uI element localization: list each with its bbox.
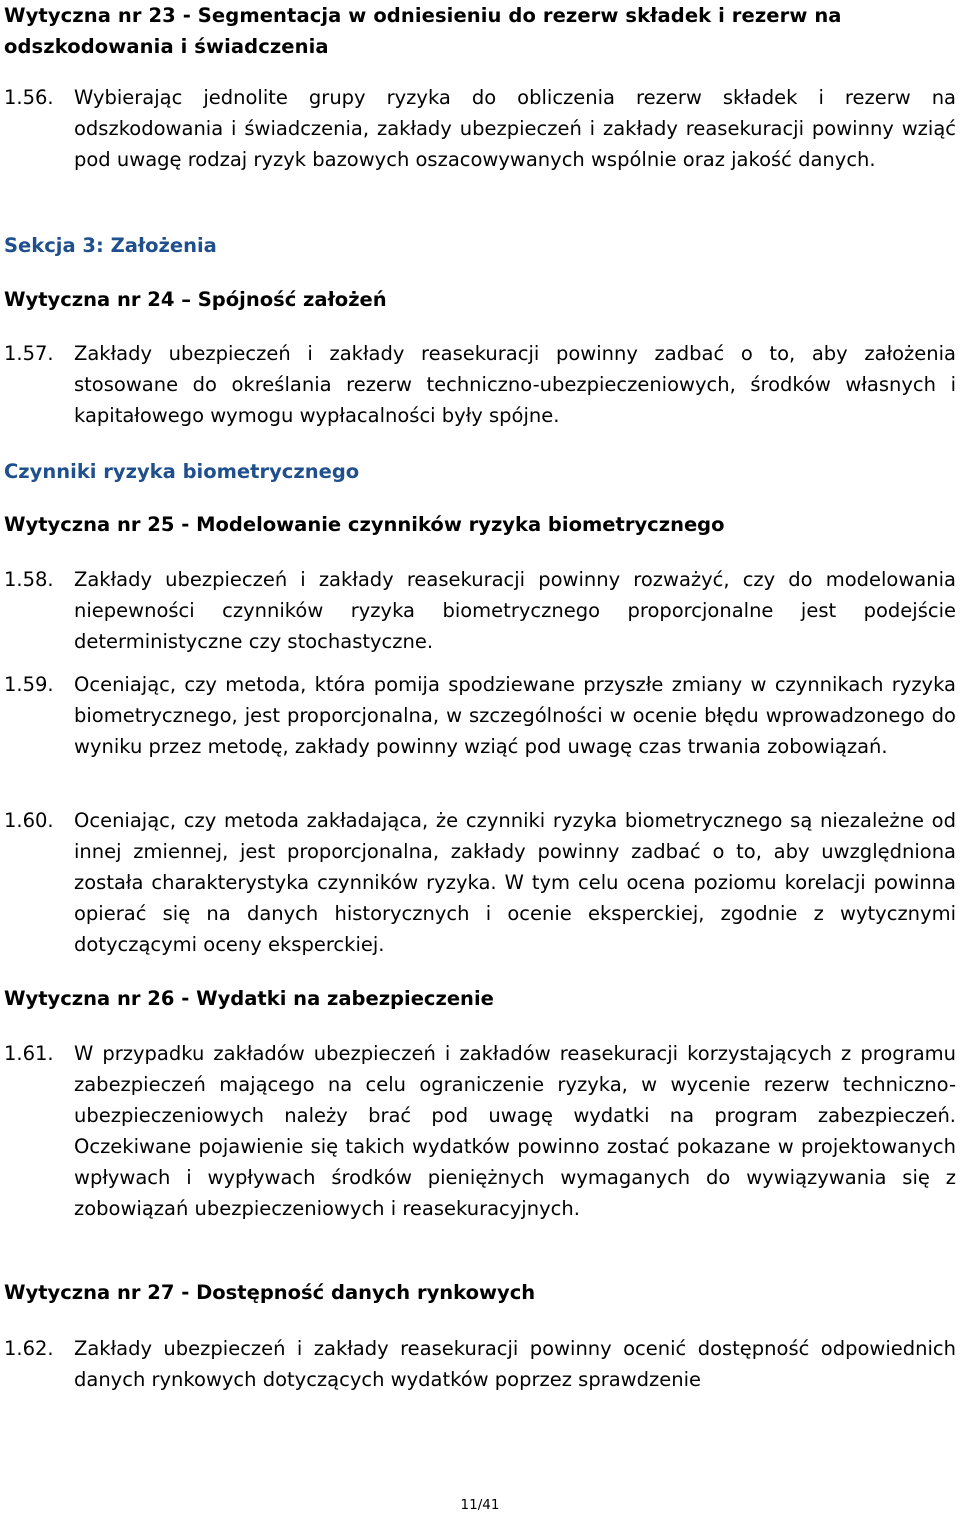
paragraph-number: 1.56. xyxy=(4,86,54,109)
guideline-24-heading: Wytyczna nr 24 – Spójność założeń xyxy=(4,288,387,311)
paragraph-number: 1.61. xyxy=(4,1042,54,1065)
paragraph-text: Oceniając, czy metoda, która pomija spodziewane przyszłe zmiany w czynnikach ryzyka biometrycznego, jest proporcjonalna, w szczególności w ocenie błędu wprowadzonego do wyniku przez metodę, zakłady powinny wziąć pod uwagę czas trwania zobowiązań. xyxy=(74,673,956,758)
page-number: 11/41 xyxy=(460,1497,500,1513)
paragraph-text: Oceniając, czy metoda zakładająca, że czynniki ryzyka biometrycznego są niezależne od innej zmiennej, jest proporcjonalna, zakłady powinny zadbać o to, aby uwzględniona została charakterystyka czynników ryzyka. W tym celu ocena poziomu korelacji powinna opierać się na danych historycznych i ocenie eksperckiej, zgodnie z wytycznymi dotyczącymi oceny eksperckiej. xyxy=(74,809,956,956)
paragraph-1-58 xyxy=(4,564,956,657)
paragraph-1-57 xyxy=(4,338,956,431)
paragraph-1-59 xyxy=(4,669,956,762)
paragraph-number: 1.62. xyxy=(4,1337,54,1360)
paragraph-text: Wybierając jednolite grupy ryzyka do obliczenia rezerw składek i rezerw na odszkodowania i świadczenia, zakłady ubezpieczeń i zakłady reasekuracji powinny wziąć pod uwagę rodzaj ryzyk bazowych oszacowywanych wspólnie oraz jakość danych. xyxy=(74,86,956,171)
paragraph-1-56 xyxy=(4,82,956,175)
guideline-27-heading: Wytyczna nr 27 - Dostępność danych rynkowych xyxy=(4,1281,536,1304)
paragraph-number: 1.58. xyxy=(4,568,54,591)
paragraph-1-62 xyxy=(4,1333,956,1395)
section-3-heading: Sekcja 3: Założenia xyxy=(4,234,217,257)
paragraph-1-60 xyxy=(4,805,956,960)
paragraph-number: 1.59. xyxy=(4,673,54,696)
paragraph-text: W przypadku zakładów ubezpieczeń i zakładów reasekuracji korzystających z programu zabezpieczeń mającego na celu ograniczenie ryzyka, w wycenie rezerw techniczno-ubezpieczeniowych należy brać pod uwagę wydatki na program zabezpieczeń. Oczekiwane pojawienie się takich wydatków powinno zostać pokazane w projektowanych wpływach i wypływach środków pieniężnych wymaganych do wywiązywania się z zobowiązań ubezpieczeniowych i reasekuracyjnych. xyxy=(74,1042,956,1220)
biometric-section-heading: Czynniki ryzyka biometrycznego xyxy=(4,460,360,483)
guideline-26-heading: Wytyczna nr 26 - Wydatki na zabezpieczenie xyxy=(4,987,494,1010)
paragraph-1-61 xyxy=(4,1038,956,1224)
paragraph-text: Zakłady ubezpieczeń i zakłady reasekuracji powinny rozważyć, czy do modelowania niepewności czynników ryzyka biometrycznego proporcjonalne jest podejście deterministyczne czy stochastyczne. xyxy=(74,568,956,653)
paragraph-number: 1.57. xyxy=(4,342,54,365)
paragraph-number: 1.60. xyxy=(4,809,54,832)
guideline-25-heading: Wytyczna nr 25 - Modelowanie czynników ryzyka biometrycznego xyxy=(4,513,725,536)
paragraph-text: Zakłady ubezpieczeń i zakłady reasekuracji powinny zadbać o to, aby założenia stosowane do określania rezerw techniczno-ubezpieczeniowych, środków własnych i kapitałowego wymogu wypłacalności były spójne. xyxy=(74,342,956,427)
paragraph-text: Zakłady ubezpieczeń i zakłady reasekuracji powinny ocenić dostępność odpowiednich danych rynkowych dotyczących wydatków poprzez sprawdzenie xyxy=(74,1337,956,1391)
guideline-23-heading: Wytyczna nr 23 - Segmentacja w odniesieniu do rezerw składek i rezerw na odszkodowania i świadczenia xyxy=(4,4,842,58)
